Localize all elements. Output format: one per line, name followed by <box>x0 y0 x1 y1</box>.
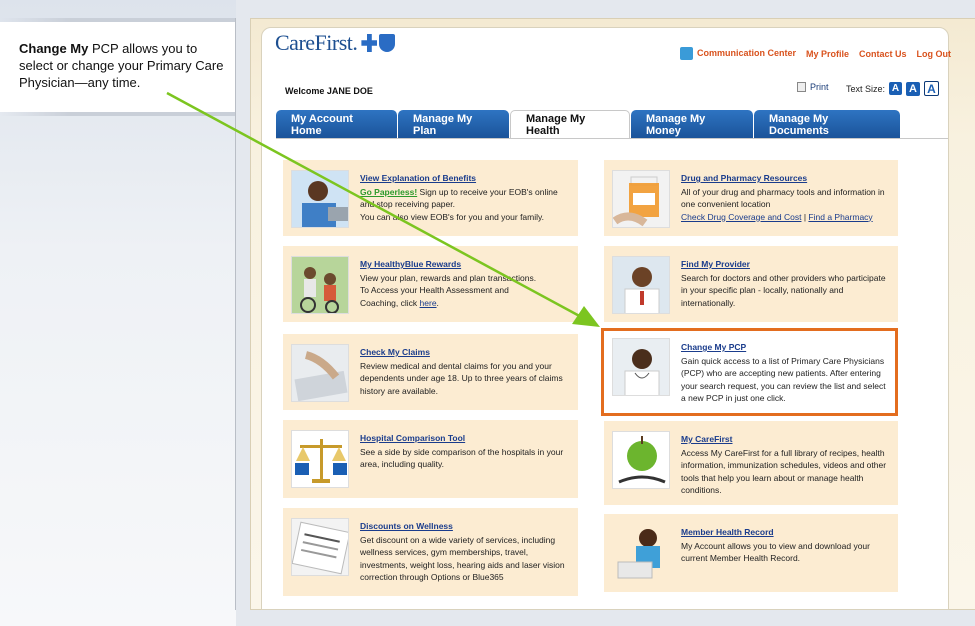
text-size-large-button[interactable]: A <box>924 81 939 96</box>
claims-text: Review medical and dental claims for you and your <box>360 360 552 371</box>
text-size-small-button[interactable]: A <box>889 82 902 95</box>
log-out-link[interactable]: Log Out <box>916 48 952 59</box>
my-carefirst-text: information, immunization schedules, videos and other <box>681 460 887 470</box>
my-carefirst-text: tools that help you learn about or manage health <box>681 472 864 483</box>
rewards-text: View your plan, rewards and plan transactions. <box>360 272 537 283</box>
tab-manage-my-health[interactable]: Manage My Health <box>510 110 630 139</box>
text-size-medium-button[interactable]: A <box>906 82 920 96</box>
logo-text: CareFirst. <box>275 30 358 55</box>
link-separator: | <box>801 211 809 222</box>
my-profile-link[interactable]: My Profile <box>806 48 850 59</box>
drug-text: All of your drug and pharmacy tools and information in <box>681 186 885 197</box>
discounts-text: correction through Options or Blue365 <box>360 572 504 582</box>
pcp-text: your search request, you can review the list and select <box>681 380 886 391</box>
claims-text: dependents under age 18. Up to three years of claims <box>360 373 563 383</box>
discounts-title-link[interactable]: Discounts on Wellness <box>360 521 453 531</box>
rewards-text: To Access your Health Assessment and <box>360 285 509 295</box>
eob-text: and stop receiving paper. <box>360 199 455 209</box>
pcp-text: (PCP) who are accepting new patients. After entering <box>681 368 881 378</box>
health-record-text: My Account allows you to view and download your <box>681 540 870 551</box>
rewards-text: Coaching, click <box>360 297 420 308</box>
health-record-text: current Member Health Record. <box>681 553 801 563</box>
tab-my-account-home[interactable]: My Account Home <box>276 110 397 139</box>
callout-bold: Change My <box>19 41 89 56</box>
discounts-text: investments, weight loss, hearing aids and laser vision <box>360 559 565 570</box>
hospital-text: See a side by side comparison of the hospitals in your <box>360 446 564 457</box>
eob-text: You can also view EOB's for you and your family. <box>360 211 544 222</box>
my-carefirst-title-link[interactable]: My CareFirst <box>681 434 733 444</box>
drug-title-link[interactable]: Drug and Pharmacy Resources <box>681 173 808 183</box>
print-label: Print <box>810 82 829 92</box>
pcp-text: Gain quick access to a list of Primary Care Physicians <box>681 355 885 366</box>
tab-manage-my-plan[interactable]: Manage My Plan <box>398 110 509 139</box>
provider-text: internationally. <box>681 297 736 308</box>
tab-manage-my-documents[interactable]: Manage My Documents <box>754 110 900 139</box>
my-carefirst-text: conditions. <box>681 485 722 495</box>
claims-text: history are available. <box>360 385 438 396</box>
find-a-pharmacy-link[interactable]: Find a Pharmacy <box>808 211 873 222</box>
check-drug-coverage-link[interactable]: Check Drug Coverage and Cost <box>681 211 802 222</box>
drug-text: one convenient location <box>681 199 771 209</box>
welcome-text: Welcome JANE DOE <box>285 86 373 96</box>
eob-title-link[interactable]: View Explanation of Benefits <box>360 173 477 183</box>
contact-us-link[interactable]: Contact Us <box>859 48 907 59</box>
pcp-text: a new PCP in just one click. <box>681 393 786 403</box>
health-record-title-link[interactable]: Member Health Record <box>681 527 774 537</box>
tab-manage-my-money[interactable]: Manage My Money <box>631 110 753 139</box>
provider-text: Search for doctors and other providers who participate <box>681 272 886 283</box>
rewards-text: . <box>436 297 439 308</box>
hospital-text: area, including quality. <box>360 459 444 469</box>
callout-rest: PCP allows you to select or change your Primary Care Physician—any time. <box>19 41 224 90</box>
communication-center-link[interactable]: Communication Center <box>697 47 797 58</box>
pcp-title-link[interactable]: Change My PCP <box>681 342 747 352</box>
discounts-text: wellness services, gym memberships, travel, <box>360 547 529 557</box>
my-carefirst-text: Access My CareFirst for a full library of recipes, health <box>681 447 885 458</box>
provider-text: in your specific plan - locally, nationally and <box>681 285 844 295</box>
text-size-label: Text Size: <box>846 83 886 94</box>
claims-title-link[interactable]: Check My Claims <box>360 347 430 357</box>
provider-title-link[interactable]: Find My Provider <box>681 259 750 269</box>
go-paperless-link[interactable]: Go Paperless! <box>360 186 418 197</box>
eob-text: Sign up to receive your EOB's online <box>417 186 558 197</box>
rewards-here-link[interactable]: here <box>419 297 437 308</box>
hospital-title-link[interactable]: Hospital Comparison Tool <box>360 433 466 443</box>
rewards-title-link[interactable]: My HealthyBlue Rewards <box>360 259 462 269</box>
discounts-text: Get discount on a wide variety of services, including <box>360 534 556 545</box>
